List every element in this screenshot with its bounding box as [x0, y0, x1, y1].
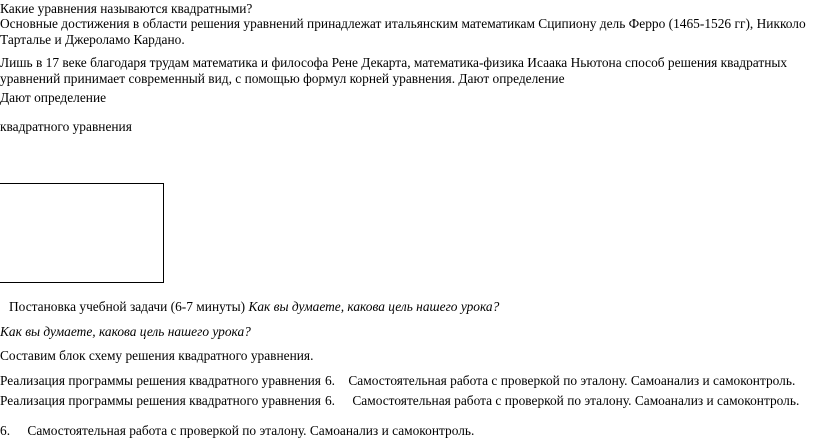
definition-inline-text: Дают определение [458, 71, 565, 86]
goal-question: Как вы думаете, какова цель нашего урока? [0, 324, 251, 339]
history-text-line1: Основные достижения в области решения уравнений принадлежат итальянским математикам Сципиону дель Ферро (1465-1526 гг), Никколо [0, 16, 806, 31]
descartes-text-line1: Лишь в 17 веке благодаря трудам математика и философа Рене Декарта, математика-физика Исаака Ньютона способ решения квадратных [0, 55, 788, 70]
realization-2-task: Самостоятельная работа с проверкой по эталону. Самоанализ и самоконтроль. [352, 393, 800, 408]
descartes-text-line2 [0, 71, 565, 87]
empty-frame [0, 183, 164, 283]
history-text-line2: Тарталье и Джероламо Кардано. [0, 32, 185, 47]
step6-number: 6. [0, 423, 11, 438]
realization-line-1 [0, 373, 795, 389]
task-line [9, 299, 499, 315]
quadratic-label: квадратного уравнения [0, 119, 132, 134]
descartes-text-line2-main: уравнений принимает современный вид, с помощью формул корней уравнения. [0, 71, 456, 86]
realization-1-label: Реализация программы решения квадратного уравнения [0, 373, 321, 388]
task-label: Постановка учебной задачи (6-7 минуты) [9, 299, 246, 314]
realization-line-2 [0, 393, 799, 409]
realization-2-label: Реализация программы решения квадратного уравнения [0, 393, 321, 408]
quadratic-label-line [0, 119, 132, 135]
step6-task: Самостоятельная работа с проверкой по эталону. Самоанализ и самоконтроль. [27, 423, 475, 438]
step6-line [0, 423, 474, 439]
goal-question-inline: Как вы думаете, какова цель нашего урока? [248, 299, 500, 314]
realization-2-number: 6. [324, 393, 335, 408]
block-scheme-text: Составим блок схему решения квадратного уравнения. [0, 348, 314, 363]
realization-1-task: Самостоятельная работа с проверкой по эталону. Самоанализ и самоконтроль. [348, 373, 796, 388]
realization-1-number: 6. [324, 373, 335, 388]
definition-label: Дают определение [0, 90, 107, 105]
question-heading: Какие уравнения называются квадратными? [0, 1, 253, 16]
